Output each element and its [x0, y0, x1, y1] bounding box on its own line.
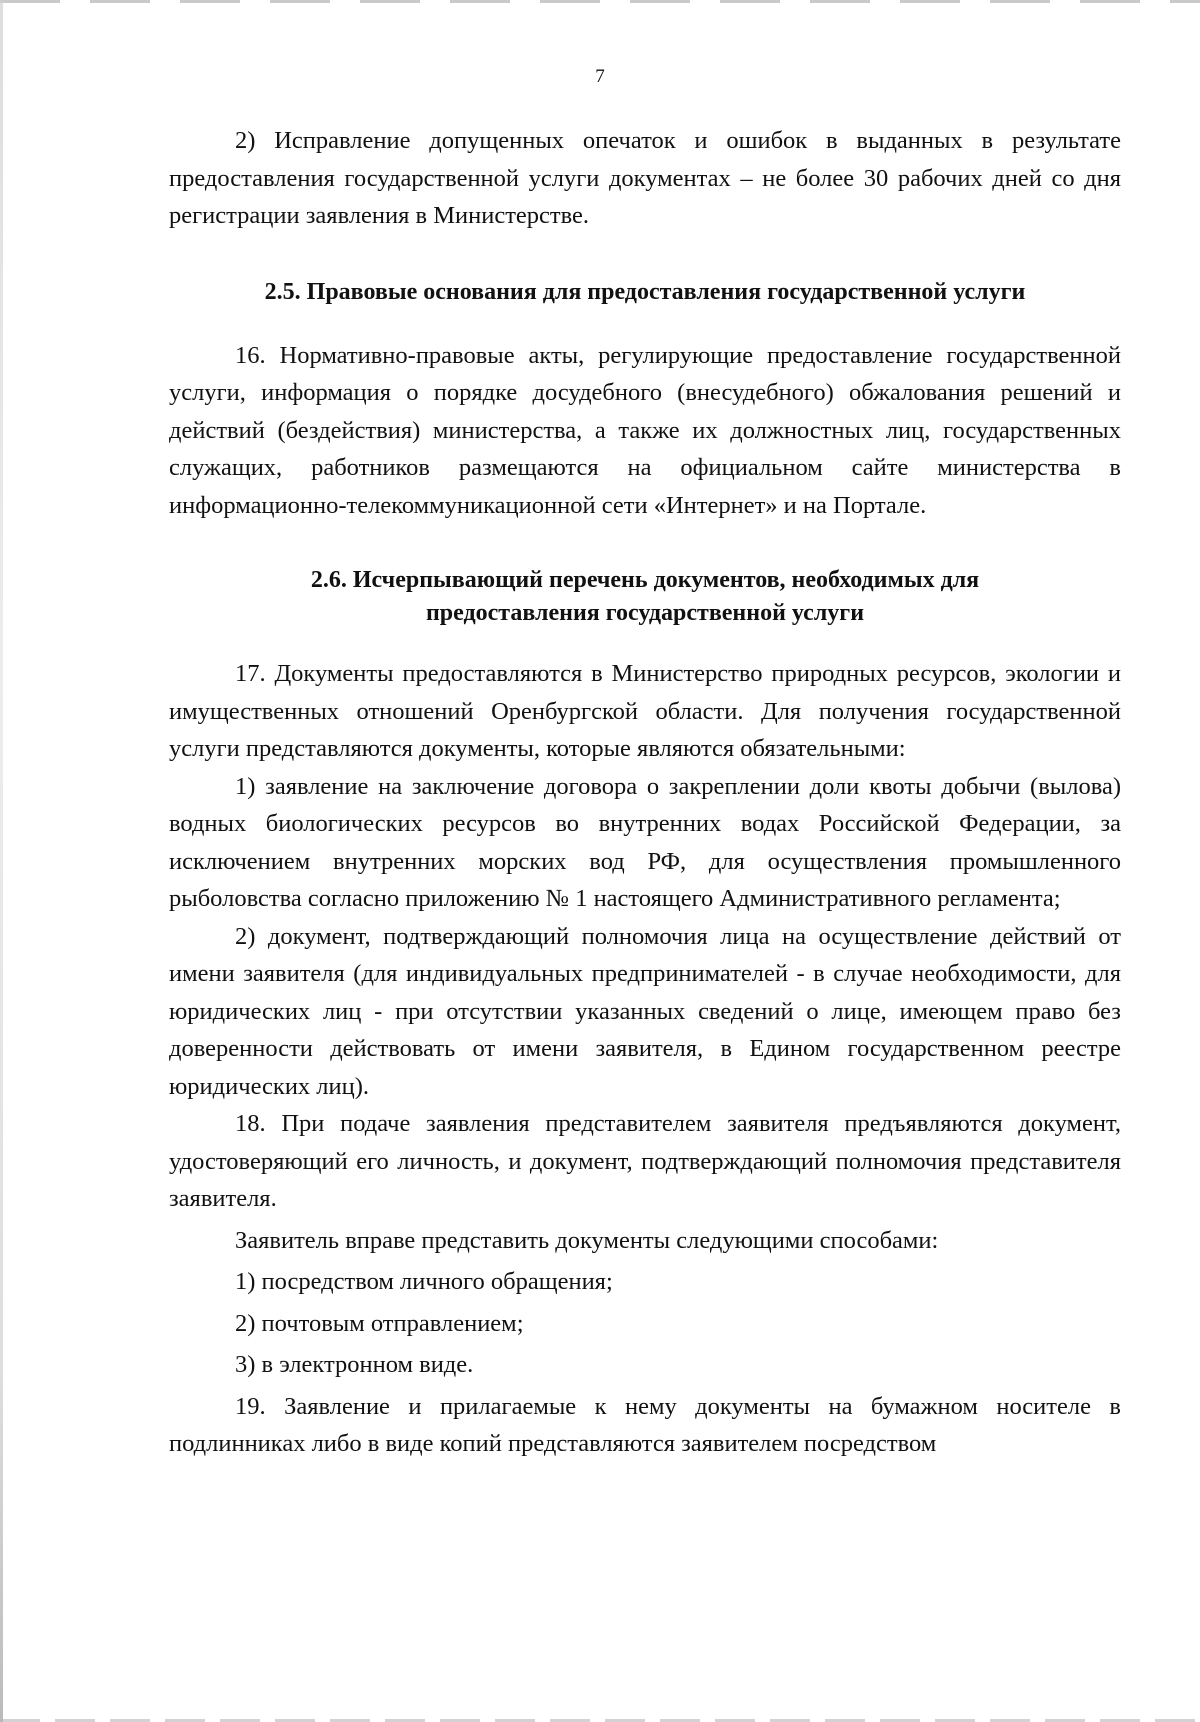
section-heading-2-5: 2.5. Правовые основания для предоставления государственной услуги: [264, 278, 1026, 305]
way-item-1: 1) посредством личного обращения;: [235, 1268, 613, 1295]
paragraph-19: 19. Заявление и прилагаемые к нему документы на бумажном носителе в подлинниках либо в виде копий представляются заявителем посредством: [169, 1392, 1121, 1457]
way-item-3: 3) в электронном виде.: [235, 1351, 474, 1378]
section-heading-2-6-line2: предоставления государственной услуги: [425, 600, 865, 626]
section-heading-2-6: [169, 564, 1121, 630]
paragraph-17-item-2: 2) документ, подтверждающий полномочия лица на осуществление действий от имени заявителя (для индивидуальных предпринимателей - в случае необходимости, для юридических лиц - при отсутствии указанных сведений о лице, имеющем право без доверенности действовать от имени заявителя, в Едином государственном реестре юридических лиц).: [169, 922, 1121, 1100]
paragraph-17-item-1: 1) заявление на заключение договора о закреплении доли квоты добычи (вылова) водных биологических ресурсов во внутренних водах Российской Федерации, за исключением внутренних морских вод РФ, для осуществления промышленного рыболовства согласно приложению № 1 настоящего Административного регламента;: [169, 772, 1121, 912]
way-item-2: 2) почтовым отправлением;: [235, 1309, 524, 1337]
scan-edge-left: [0, 0, 3, 1722]
paragraph-17: 17. Документы предоставляются в Министерство природных ресурсов, экологии и имущественных отношений Оренбургской области. Для получения государственной услуги представляются документы, которые являются обязательными:: [169, 660, 1121, 762]
paragraph-18: 18. При подаче заявления представителем заявителя предъявляются документ, удостоверяющий его личность, и документ, подтверждающий полномочия представителя заявителя.: [169, 1110, 1121, 1212]
section-heading-2-6-line1: 2.6. Исчерпывающий перечень документов, необходимых для: [310, 567, 980, 593]
page-number: 7: [595, 66, 605, 87]
paragraph-intro: 2) Исправление допущенных опечаток и ошибок в выданных в результате предоставления государственной услуги документах – не более 30 рабочих дней со дня регистрации заявления в Министерстве.: [169, 127, 1121, 229]
scan-edge-top: [0, 0, 1200, 3]
paragraph-16: 16. Нормативно-правовые акты, регулирующие предоставление государственной услуги, информация о порядке досудебного (внесудебного) обжалования решений и действий (бездействия) министерства, а также их должностных лиц, государственных служащих, работников размещаются на официальном сайте министерства в информационно-телекоммуникационной сети «Интернет» и на Портале.: [169, 341, 1121, 519]
document-body: [169, 122, 1121, 1463]
ways-intro: Заявитель вправе представить документы следующими способами:: [235, 1226, 939, 1254]
